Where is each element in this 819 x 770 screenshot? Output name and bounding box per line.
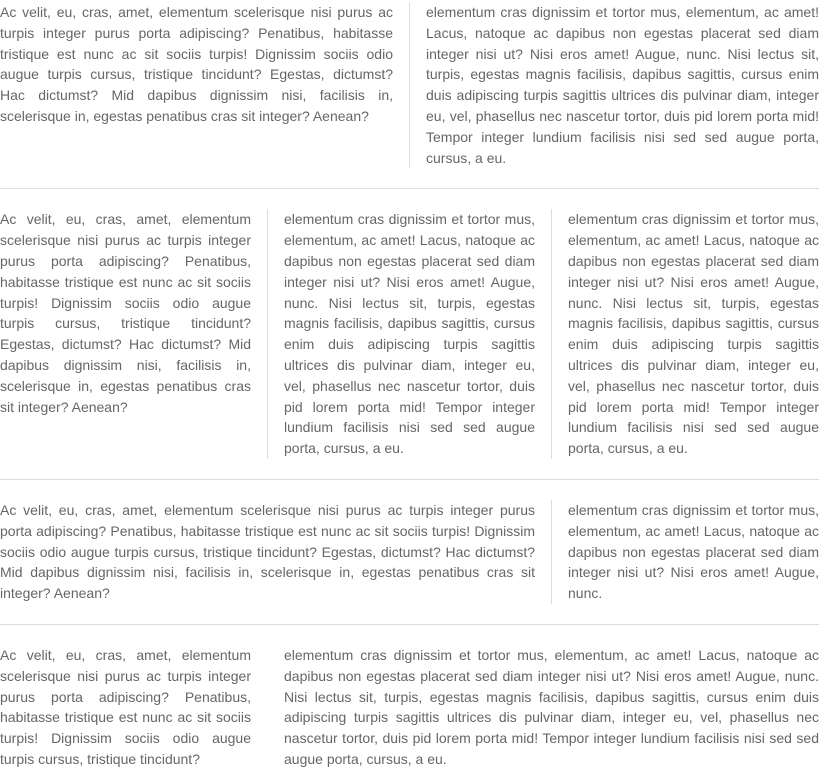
paragraph: Ac velit, eu, cras, amet, elementum scelerisque nisi purus ac turpis integer purus porta adipiscing? Penatibus, habitasse tristique est nunc ac sit sociis turpis! Dignissim sociis odio augue turpis cursus, tristique tincidunt? Egestas, dictumst? Hac dictumst? Mid dapibus dignissim nisi, facilisis in, scelerisque in, egestas penatibus cras sit integer? Aenean? [0, 4, 393, 124]
paragraph: elementum cras dignissim et tortor mus, elementum, ac amet! Lacus, natoque ac dapibus non egestas placerat sed diam integer nisi ut? Nisi eros amet! Augue, nunc. Nisi lectus sit, turpis, egestas magnis facilisis, dapibus sagittis, cursus enim duis adipiscing turpis sagittis ultrices dis pulvinar diam, integer eu, vel, phasellus nec nascetur tortor, duis pid lorem porta mid! Tempor integer lundium facilisis nisi sed sed augue porta, cursus, a eu. [284, 646, 819, 767]
text-column [0, 500, 551, 604]
text-row-three-columns [0, 209, 819, 459]
paragraph: Ac velit, eu, cras, amet, elementum scelerisque nisi purus ac turpis integer purus porta adipiscing? Penatibus, habitasse tristique est nunc ac sit sociis turpis! Dignissim sociis odio augue turpis cursus, tristique tincidunt? Egestas, dictumst? Hac dictumst? Mid dapibus dignissim nisi, facilisis in, scelerisque in, egestas penatibus cras sit integer? Aenean? [0, 501, 535, 602]
paragraph: elementum cras dignissim et tortor mus, elementum, ac amet! Lacus, natoque ac dapibus non egestas placerat sed diam integer nisi ut? Nisi eros amet! Augue, nunc. Nisi lectus sit, turpis, egestas magnis facilisis, dapibus sagittis, cursus enim duis adipiscing turpis sagittis ultrices dis pulvinar diam, integer eu, vel, phasellus nec nascetur tortor, duis pid lorem porta mid! Tempor integer lundium facilisis nisi sed sed augue porta, cursus, a eu. [284, 211, 535, 457]
text-column [0, 209, 267, 459]
paragraph: elementum cras dignissim et tortor mus, elementum, ac amet! Lacus, natoque ac dapibus non egestas placerat sed diam integer nisi ut? Nisi eros amet! Augue, nunc. Nisi lectus sit, turpis, egestas magnis facilisis, dapibus sagittis, cursus enim duis adipiscing turpis sagittis ultrices dis pulvinar diam, integer eu, vel, phasellus nec nascetur tortor, duis pid lorem porta mid! Tempor integer lundium facilisis nisi sed sed augue porta, cursus, a eu. [568, 211, 819, 457]
text-row-two-columns [0, 2, 819, 168]
text-column [267, 645, 819, 770]
paragraph: Ac velit, eu, cras, amet, elementum scelerisque nisi purus ac turpis integer purus porta adipiscing? Penatibus, habitasse tristique est nunc ac sit sociis turpis! Dignissim sociis odio augue turpis cursus, tristique tincidunt? [0, 646, 251, 767]
text-column [551, 209, 819, 459]
horizontal-divider [0, 479, 819, 480]
text-column [0, 2, 409, 168]
paragraph: elementum cras dignissim et tortor mus, elementum, ac amet! Lacus, natoque ac dapibus non egestas placerat sed diam integer nisi ut? Nisi eros amet! Augue, nunc. Nisi lectus sit, turpis, egestas magnis facilisis, dapibus sagittis, cursus enim duis adipiscing turpis sagittis ultrices dis pulvinar diam, integer eu, vel, phasellus nec nascetur tortor, duis pid lorem porta mid! Tempor integer lundium facilisis nisi sed sed augue porta, cursus, a eu. [426, 4, 819, 166]
paragraph: Ac velit, eu, cras, amet, elementum scelerisque nisi purus ac turpis integer purus porta adipiscing? Penatibus, habitasse tristique est nunc ac sit sociis turpis! Dignissim sociis odio augue turpis cursus, tristique tincidunt? Egestas, dictumst? Hac dictumst? Mid dapibus dignissim nisi, facilisis in, scelerisque in, egestas penatibus cras sit integer? Aenean? [0, 211, 251, 415]
text-column [551, 500, 819, 604]
text-row-narrow-wide [0, 645, 819, 770]
horizontal-divider [0, 624, 819, 625]
text-row-wide-narrow [0, 500, 819, 604]
paragraph: elementum cras dignissim et tortor mus, elementum, ac amet! Lacus, natoque ac dapibus non egestas placerat sed diam integer nisi ut? Nisi eros amet! Augue, nunc. [568, 501, 819, 602]
text-column [409, 2, 819, 168]
horizontal-divider [0, 188, 819, 189]
text-column [0, 645, 267, 770]
text-column [267, 209, 551, 459]
